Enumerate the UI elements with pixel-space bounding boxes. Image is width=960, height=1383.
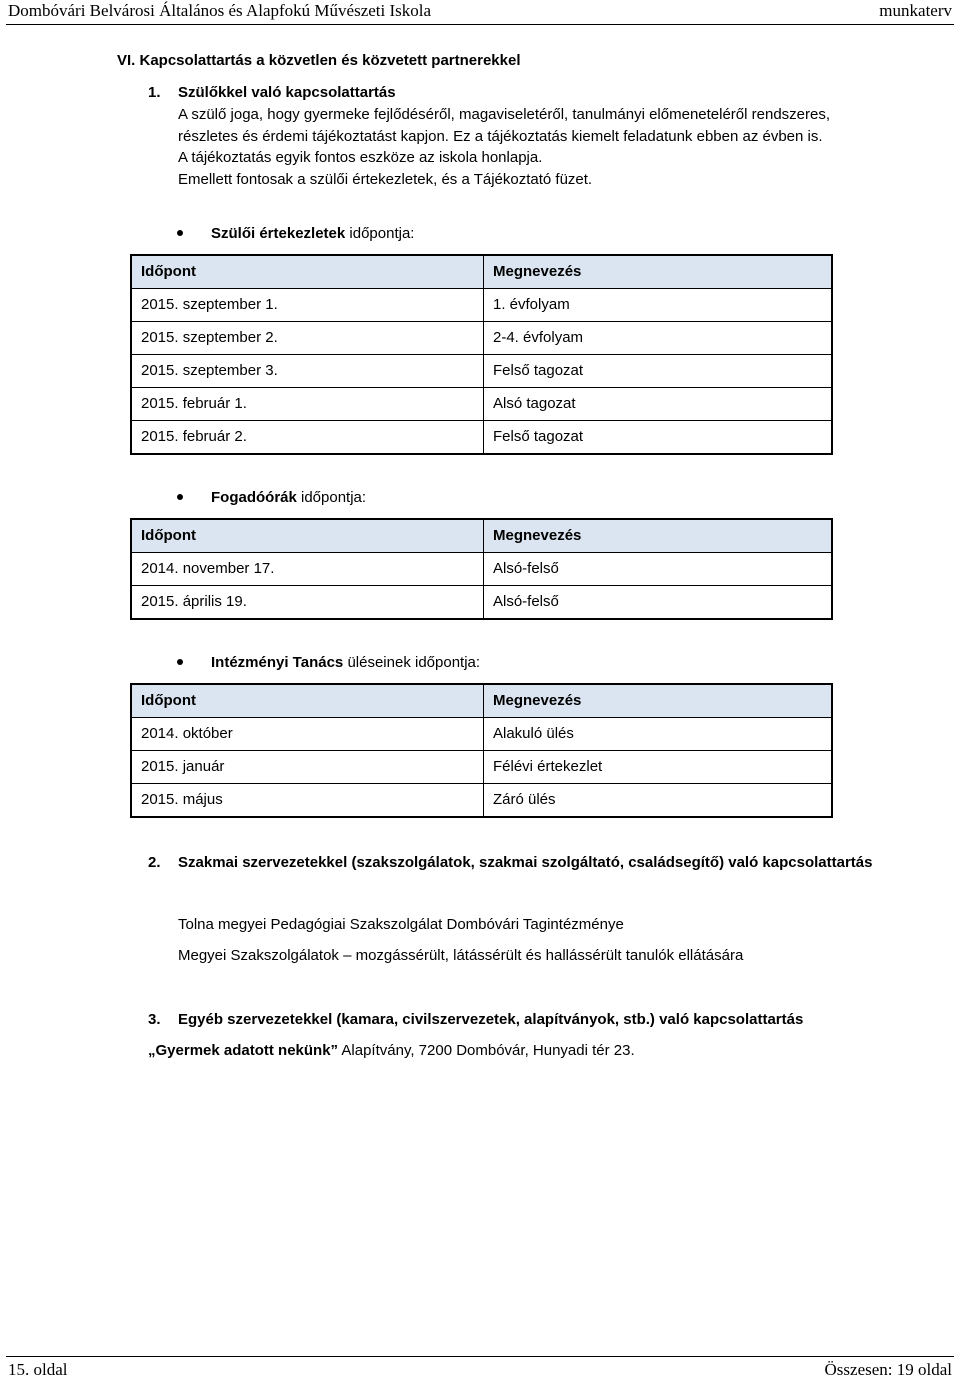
cell-name: 2-4. évfolyam xyxy=(484,322,833,355)
item3-title: Egyéb szervezetekkel (kamara, civilszervezetek, alapítványok, stb.) való kapcsolattartás xyxy=(178,1011,804,1028)
bullet-icon xyxy=(177,659,183,665)
col-header-date: Időpont xyxy=(131,255,484,289)
col-header-name: Megnevezés xyxy=(484,255,833,289)
item2-title: Szakmai szervezetekkel (szakszolgálatok, szakmai szolgáltató, családsegítő) való kapcsolattartás xyxy=(178,854,873,871)
cell-date: 2014. október xyxy=(131,718,484,751)
page-number: 15. oldal xyxy=(8,1360,68,1379)
office-hours-table xyxy=(130,518,833,620)
cell-date: 2015. szeptember 3. xyxy=(131,355,484,388)
item1-line-1: A szülő joga, hogy gyermeke fejlődéséről, magaviseletéről, tanulmányi előmeneteléről rendszeres, xyxy=(178,106,831,123)
table-row xyxy=(131,388,832,421)
cell-name: Felső tagozat xyxy=(484,355,833,388)
foundation-line: „Gyermek adatott nekünk” Alapítvány, 7200 Dombóvár, Hunyadi tér 23. xyxy=(148,1042,635,1059)
item2-line-2: Megyei Szakszolgálatok – mozgássérült, látássérült és hallássérült tanulók ellátására xyxy=(178,947,744,964)
table-header-row xyxy=(131,684,832,718)
item2-number: 2. xyxy=(148,854,161,871)
table-row xyxy=(131,553,832,586)
cell-name: Alsó-felső xyxy=(484,553,833,586)
col-header-date: Időpont xyxy=(131,519,484,553)
table-row xyxy=(131,586,832,620)
cell-date: 2015. február 1. xyxy=(131,388,484,421)
office-hours-heading: Fogadóórák időpontja: xyxy=(211,489,367,506)
cell-name: Alakuló ülés xyxy=(484,718,833,751)
table-row xyxy=(131,784,832,818)
item3-number: 3. xyxy=(148,1011,161,1028)
table-row xyxy=(131,322,832,355)
item2-line-1: Tolna megyei Pedagógiai Szakszolgálat Dombóvári Tagintézménye xyxy=(178,916,624,933)
document-type: munkaterv xyxy=(879,1,952,20)
table-row xyxy=(131,289,832,322)
bullet-icon xyxy=(177,494,183,500)
table-header-row xyxy=(131,255,832,289)
page-header xyxy=(6,0,954,25)
cell-date: 2015. szeptember 2. xyxy=(131,322,484,355)
col-header-name: Megnevezés xyxy=(484,684,833,718)
cell-name: Alsó-felső xyxy=(484,586,833,620)
cell-date: 2015. május xyxy=(131,784,484,818)
col-header-name: Megnevezés xyxy=(484,519,833,553)
item1-line-4: Emellett fontosak a szülői értekezletek, és a Tájékoztató füzet. xyxy=(178,171,593,188)
table-row xyxy=(131,421,832,455)
page-footer xyxy=(6,1356,954,1381)
cell-name: Felső tagozat xyxy=(484,421,833,455)
item1-line-3: A tájékoztatás egyik fontos eszköze az iskola honlapja. xyxy=(178,149,543,166)
table-header-row xyxy=(131,519,832,553)
cell-name: 1. évfolyam xyxy=(484,289,833,322)
cell-name: Záró ülés xyxy=(484,784,833,818)
cell-name: Félévi értekezlet xyxy=(484,751,833,784)
item1-number: 1. xyxy=(148,84,161,101)
item1-line-2: részletes és érdemi tájékoztatást kapjon. Ez a tájékoztatás kiemelt feladatunk ebben az évben is. xyxy=(178,128,823,145)
bullet-icon xyxy=(177,230,183,236)
meetings-heading: Szülői értekezletek időpontja: xyxy=(211,225,415,242)
meetings-table xyxy=(130,254,833,455)
cell-name: Alsó tagozat xyxy=(484,388,833,421)
table-row xyxy=(131,751,832,784)
col-header-date: Időpont xyxy=(131,684,484,718)
table-row xyxy=(131,718,832,751)
council-heading: Intézményi Tanács üléseinek időpontja: xyxy=(211,654,481,671)
school-name: Dombóvári Belvárosi Általános és Alapfokú Művészeti Iskola xyxy=(8,1,432,20)
section-title: VI. Kapcsolattartás a közvetlen és közvetett partnerekkel xyxy=(117,52,521,69)
item1-title: Szülőkkel való kapcsolattartás xyxy=(178,84,396,101)
page-total: Összesen: 19 oldal xyxy=(824,1360,952,1379)
cell-date: 2015. szeptember 1. xyxy=(131,289,484,322)
cell-date: 2015. február 2. xyxy=(131,421,484,455)
cell-date: 2015. április 19. xyxy=(131,586,484,620)
table-row xyxy=(131,355,832,388)
cell-date: 2015. január xyxy=(131,751,484,784)
cell-date: 2014. november 17. xyxy=(131,553,484,586)
council-table xyxy=(130,683,833,818)
